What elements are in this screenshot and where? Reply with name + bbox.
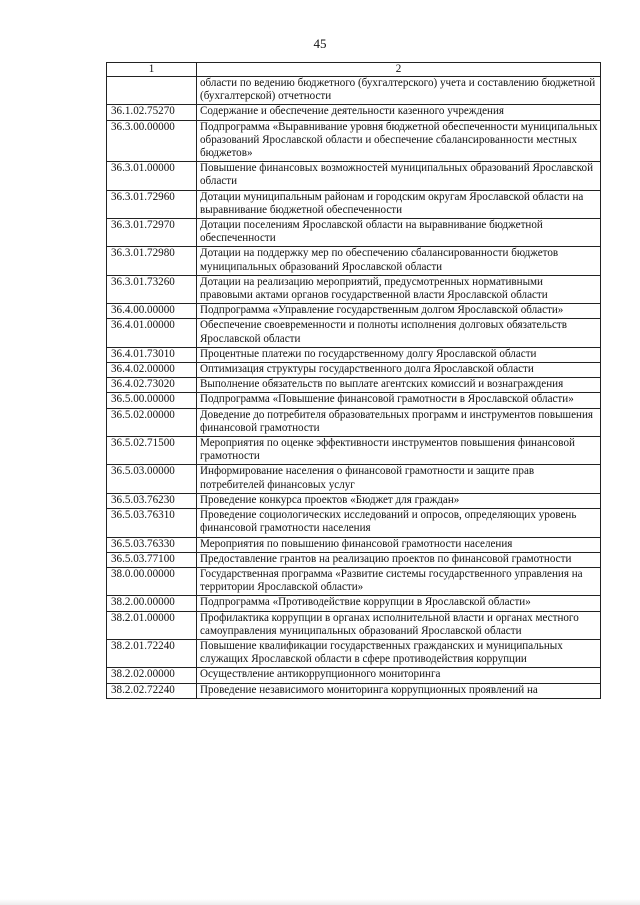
table-row: [107, 639, 601, 667]
expenditure-name: Обеспечение своевременности и полноты исполнения долговых обязательств Ярославской области: [197, 319, 601, 347]
column-header-name: 2: [197, 63, 601, 77]
table-row: [107, 105, 601, 120]
table-row: [107, 552, 601, 567]
expenditure-name: Подпрограмма «Повышение финансовой грамотности в Ярославской области»: [197, 393, 601, 408]
classification-code: 36.5.03.76230: [107, 493, 197, 508]
classification-code: 38.2.01.72240: [107, 639, 197, 667]
expenditure-name: Выполнение обязательств по выплате агентских комиссий и вознаграждения: [197, 378, 601, 393]
classification-code: 36.5.03.76330: [107, 537, 197, 552]
table-row: [107, 219, 601, 247]
table-row: [107, 347, 601, 362]
table-row: [107, 493, 601, 508]
table-body: [107, 77, 601, 699]
expenditure-name: Дотации поселениям Ярославской области на выравнивание бюджетной обеспеченности: [197, 219, 601, 247]
expenditure-name: Процентные платежи по государственному долгу Ярославской области: [197, 347, 601, 362]
table-row: [107, 304, 601, 319]
classification-code: 36.5.02.71500: [107, 437, 197, 465]
classification-code: 38.2.01.00000: [107, 611, 197, 639]
table-row: [107, 120, 601, 162]
classification-code: 36.5.03.77100: [107, 552, 197, 567]
expenditure-name: Проведение социологических исследований и опросов, определяющих уровень финансовой грамотности населения: [197, 509, 601, 537]
expenditure-name: Доведение до потребителя образовательных программ и инструментов повышения финансовой грамотности: [197, 408, 601, 436]
column-header-code: 1: [107, 63, 197, 77]
expenditure-name: Подпрограмма «Выравнивание уровня бюджетной обеспеченности муниципальных образований Ярославской области и обеспечение сбалансированности местных бюджетов»: [197, 120, 601, 162]
table-row: [107, 668, 601, 683]
table-row: [107, 190, 601, 218]
classification-code: 38.2.00.00000: [107, 596, 197, 611]
table-row: [107, 162, 601, 190]
classification-code: 36.5.03.76310: [107, 509, 197, 537]
expenditure-name: Профилактика коррупции в органах исполнительной власти и органах местного самоуправления муниципальных образований Ярославской области: [197, 611, 601, 639]
classification-code: 36.3.01.00000: [107, 162, 197, 190]
table-row: [107, 537, 601, 552]
classification-code: 36.4.01.73010: [107, 347, 197, 362]
table-row: [107, 465, 601, 493]
classification-code: 36.5.00.00000: [107, 393, 197, 408]
expenditure-name: области по ведению бюджетного (бухгалтерского) учета и составлению бюджетной (бухгалтерской) отчетности: [197, 77, 601, 105]
classification-code: 36.1.02.75270: [107, 105, 197, 120]
table-row: [107, 77, 601, 105]
expenditure-name: Мероприятия по повышению финансовой грамотности населения: [197, 537, 601, 552]
classification-code: 36.4.02.73020: [107, 378, 197, 393]
table-row: [107, 683, 601, 698]
table-row: [107, 319, 601, 347]
expenditure-name: Содержание и обеспечение деятельности казенного учреждения: [197, 105, 601, 120]
classification-code: 36.3.01.72960: [107, 190, 197, 218]
budget-classification-table: [106, 62, 601, 699]
table-row: [107, 567, 601, 595]
scan-bottom-edge: [0, 899, 640, 905]
classification-code: 36.3.00.00000: [107, 120, 197, 162]
table-row: [107, 437, 601, 465]
table-row: [107, 611, 601, 639]
expenditure-name: Государственная программа «Развитие системы государственного управления на территории Ярославской области»: [197, 567, 601, 595]
expenditure-name: Дотации на реализацию мероприятий, предусмотренных нормативными правовыми актами органов государственной власти Ярославской области: [197, 275, 601, 303]
expenditure-name: Проведение конкурса проектов «Бюджет для граждан»: [197, 493, 601, 508]
table-header-row: [107, 63, 601, 77]
classification-code: 38.0.00.00000: [107, 567, 197, 595]
classification-code: 36.4.02.00000: [107, 363, 197, 378]
expenditure-name: Проведение независимого мониторинга коррупционных проявлений на: [197, 683, 601, 698]
classification-code: 36.5.02.00000: [107, 408, 197, 436]
expenditure-name: Дотации муниципальным районам и городским округам Ярославской области на выравнивание бюджетной обеспеченности: [197, 190, 601, 218]
table-row: [107, 596, 601, 611]
expenditure-name: Подпрограмма «Противодействие коррупции в Ярославской области»: [197, 596, 601, 611]
expenditure-name: Повышение финансовых возможностей муниципальных образований Ярославской области: [197, 162, 601, 190]
table-row: [107, 363, 601, 378]
page-number: 45: [313, 36, 327, 51]
classification-code: 36.3.01.72980: [107, 247, 197, 275]
classification-code: 36.5.03.00000: [107, 465, 197, 493]
classification-code: [107, 77, 197, 105]
classification-code: 38.2.02.72240: [107, 683, 197, 698]
table-row: [107, 393, 601, 408]
expenditure-name: Информирование населения о финансовой грамотности и защите прав потребителей финансовых услуг: [197, 465, 601, 493]
expenditure-name: Подпрограмма «Управление государственным долгом Ярославской области»: [197, 304, 601, 319]
expenditure-name: Оптимизация структуры государственного долга Ярославской области: [197, 363, 601, 378]
table-row: [107, 275, 601, 303]
expenditure-name: Осуществление антикоррупционного мониторинга: [197, 668, 601, 683]
table-row: [107, 247, 601, 275]
expenditure-name: Повышение квалификации государственных гражданских и муниципальных служащих Ярославской области в сфере противодействия коррупции: [197, 639, 601, 667]
table-row: [107, 378, 601, 393]
expenditure-name: Мероприятия по оценке эффективности инструментов повышения финансовой грамотности: [197, 437, 601, 465]
classification-code: 38.2.02.00000: [107, 668, 197, 683]
classification-code: 36.3.01.72970: [107, 219, 197, 247]
classification-code: 36.4.01.00000: [107, 319, 197, 347]
table-row: [107, 509, 601, 537]
expenditure-name: Дотации на поддержку мер по обеспечению сбалансированности бюджетов муниципальных образований Ярославской области: [197, 247, 601, 275]
classification-code: 36.4.00.00000: [107, 304, 197, 319]
classification-code: 36.3.01.73260: [107, 275, 197, 303]
table-row: [107, 408, 601, 436]
expenditure-name: Предоставление грантов на реализацию проектов по финансовой грамотности: [197, 552, 601, 567]
